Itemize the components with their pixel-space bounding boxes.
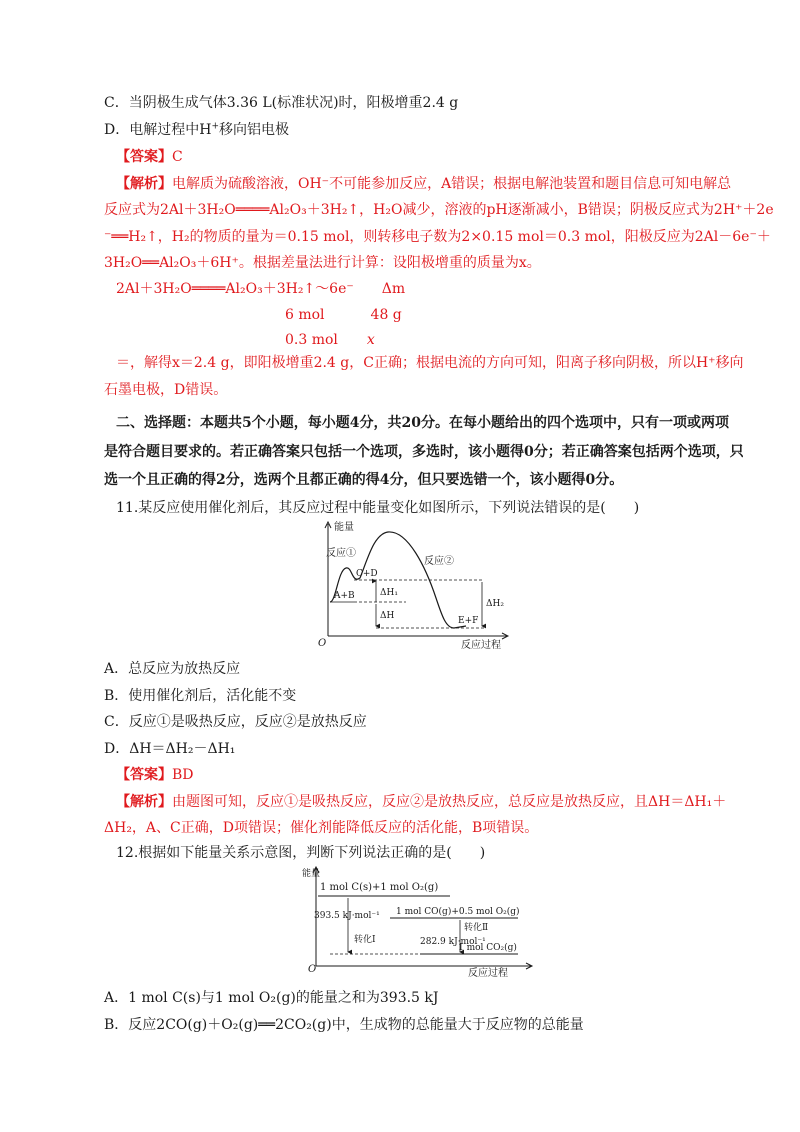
x-axis-label: 反应过程 — [461, 640, 501, 650]
level-bottom-label: 1 mol CO₂(g) — [458, 943, 517, 953]
calc-mass: 48 g — [370, 307, 402, 323]
value-1-label: 393.5 kJ·mol⁻¹ — [314, 911, 380, 921]
y-axis-label: 能量 — [302, 869, 321, 879]
q11-energy-diagram — [316, 518, 516, 650]
q10-conclusion-line-2: 石墨电极，D错误。 — [104, 382, 228, 398]
label-reaction-2: 反应② — [424, 556, 454, 567]
label-reaction-1: 反应① — [326, 548, 356, 559]
q11-option-a: A．总反应为放热反应 — [104, 661, 241, 677]
q10-option-d-text-end: 移向铝电极 — [218, 122, 289, 138]
q10-calc-line-3 — [285, 330, 375, 350]
calc-x: x — [366, 332, 375, 348]
label-ab: A+B — [334, 591, 355, 601]
q10-calc-line-2 — [285, 305, 402, 325]
x-axis-label: 反应过程 — [468, 968, 508, 979]
conv-2-label: 转化Ⅱ — [464, 923, 489, 933]
section2-line-2: 是符合题目要求的。若正确答案只包括一个选项，多选时，该小题得0分；若正确答案包括两个选项，只 — [104, 444, 744, 460]
label-dh2: ΔH₂ — [486, 599, 504, 609]
calc-mol: 6 mol — [285, 307, 325, 323]
q10-option-d-sup: + — [211, 121, 219, 132]
q10-analysis-line-2: 反应式为2Al＋3H₂O════Al₂O₃＋3H₂↑，H₂O减少，溶液的pH逐渐减小，B错误；阴极反应式为2H⁺＋2e — [104, 202, 774, 218]
level-top-label: 1 mol C(s)+1 mol O₂(g) — [320, 882, 439, 893]
answer-label: 【答案】 — [116, 149, 172, 165]
level-mid-label: 1 mol CO(g)+0.5 mol O₂(g) — [396, 907, 520, 917]
origin-label: O — [308, 964, 317, 975]
q11-option-b: B．使用催化剂后，活化能不变 — [104, 688, 297, 704]
value-2-label: 282.9 kJ·mol⁻¹ — [420, 937, 486, 947]
analysis-text: 由题图可知，反应①是吸热反应，反应②是放热反应，总反应是放热反应，且ΔH＝ΔH₁＋ — [172, 794, 727, 810]
q12-energy-diagram — [300, 862, 540, 980]
label-dh1: ΔH₁ — [380, 588, 398, 598]
calc-mol: 0.3 mol — [285, 332, 338, 348]
analysis-label: 【解析】 — [116, 176, 172, 192]
answer-value: BD — [172, 767, 194, 783]
answer-value: C — [172, 149, 183, 165]
calc-delta-m: Δm — [381, 281, 406, 297]
q10-analysis-line-3: ⁻══H₂↑，H₂的物质的量为＝0.15 mol，则转移电子数为2×0.15 mol＝0.3 mol，阳极反应为2Al－6e⁻＋ — [104, 229, 771, 245]
q10-answer — [116, 147, 183, 167]
answer-label: 【答案】 — [116, 767, 172, 783]
label-ef: E+F — [458, 616, 479, 626]
conv-1-label: 转化Ⅰ — [354, 935, 376, 945]
analysis-text: 电解质为硫酸溶液，OH⁻不可能参加反应，A错误；根据电解池装置和题目信息可知电解总 — [172, 176, 732, 192]
label-dh: ΔH — [380, 611, 395, 621]
origin-label: O — [318, 638, 327, 649]
section2-line-3: 选一个且正确的得2分，选两个且都正确的得4分，但只要选错一个，该小题得0分。 — [104, 472, 624, 488]
q12-option-a: A．1 mol C(s)与1 mol O₂(g)的能量之和为393.5 kJ — [104, 990, 439, 1006]
y-axis-label: 能量 — [334, 522, 354, 533]
calc-equation: 2Al＋3H₂O════Al₂O₃＋3H₂↑～6e⁻ — [116, 281, 354, 297]
q10-option-c: C．当阴极生成气体3.36 L(标准状况)时，阳极增重2.4 g — [104, 95, 459, 111]
section2-line-1: 二、选择题：本题共5个小题，每小题4分，共20分。在每小题给出的四个选项中，只有一项或两项 — [116, 415, 729, 431]
q10-analysis-line-4: 3H₂O══Al₂O₃＋6H⁺。根据差量法进行计算：设阳极增重的质量为x。 — [104, 255, 541, 271]
q12-option-b: B．反应2CO(g)＋O₂(g)══2CO₂(g)中，生成物的总能量大于反应物的总能量 — [104, 1017, 584, 1033]
q11-stem: 11.某反应使用催化剂后，其反应过程中能量变化如图所示，下列说法错误的是( ) — [116, 500, 640, 516]
q11-analysis-line-1 — [116, 792, 726, 812]
q11-analysis-line-2: ΔH₂，A、C正确，D项错误；催化剂能降低反应的活化能，B项错误。 — [104, 820, 539, 836]
q12-stem: 12.根据如下能量关系示意图，判断下列说法正确的是( ) — [116, 845, 486, 861]
q10-calc-line-1 — [116, 279, 405, 299]
q10-analysis-line-1 — [116, 174, 731, 194]
q10-option-d-text: D．电解过程中H — [104, 122, 212, 138]
q11-option-d: D．ΔH＝ΔH₂－ΔH₁ — [104, 741, 236, 757]
q10-option-d — [104, 120, 289, 140]
analysis-label: 【解析】 — [116, 794, 172, 810]
q10-conclusion-line-1: ＝，解得x＝2.4 g，即阳极增重2.4 g，C正确；根据电流的方向可知，阳离子移向阴极，所以H⁺移向 — [116, 355, 744, 371]
q11-answer — [116, 765, 194, 785]
label-cd: C+D — [356, 569, 378, 579]
q11-option-c: C．反应①是吸热反应，反应②是放热反应 — [104, 714, 367, 730]
